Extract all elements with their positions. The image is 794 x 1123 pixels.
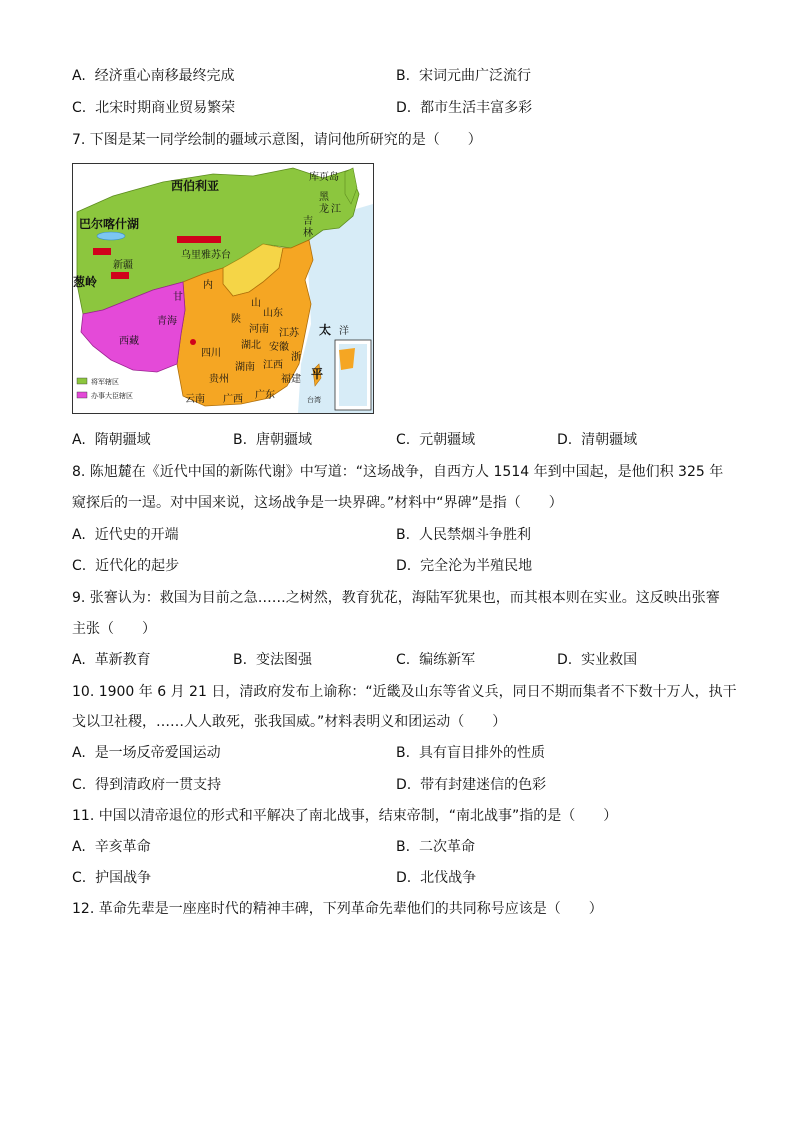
label-yang: 洋 [339,326,349,337]
q11-stem: 11. 中国以清帝退位的形式和平解决了南北战事，结束帝制，“南北战事”指的是（ ） [72,808,618,824]
q10-stem-line1: 10. 1900 年 6 月 21 日，清政府发布上谕称：“近畿及山东等省义兵，同日不期而集者不下数十万人，执干 [72,684,737,700]
label-guizhou: 贵州 [209,374,229,385]
q8-option-a: A. 近代史的开端 [72,527,179,543]
marker-box-2 [93,248,111,255]
label-jiangxi: 江西 [263,360,283,371]
q10-option-b: B. 具有盲目排外的性质 [396,745,545,761]
label-lin: 林 [303,228,313,239]
label-zhe: 浙 [291,352,301,363]
q10-option-d: D. 带有封建迷信的色彩 [396,777,547,793]
label-guangdong: 广东 [255,390,275,401]
q8-option-d: D. 完全沦为半殖民地 [396,558,533,574]
label-jiang: 江 [331,204,341,215]
label-qinghai: 青海 [157,316,177,327]
label-jiangsu: 江苏 [279,328,299,339]
q11-option-c: C. 护国战争 [72,870,152,886]
q6-option-d: D. 都市生活丰富多彩 [396,100,533,116]
label-henan: 河南 [249,324,269,335]
label-nei: 内 [203,280,213,291]
legend-swatch-magenta [77,392,87,398]
label-hunan: 湖南 [235,362,255,373]
q9-option-c: C. 编练新军 [396,652,476,668]
label-kuyedao: 库页岛 [309,172,339,183]
label-anhui: 安徽 [269,342,289,353]
label-xinjiang: 新疆 [113,260,133,271]
q7-option-c: C. 元朝疆域 [396,432,476,448]
legend-swatch-green [77,378,87,384]
marker-dot [190,339,196,345]
label-congling: 葱岭 [73,275,98,289]
label-baerkashihu: 巴尔喀什湖 [79,217,140,231]
label-xizang: 西藏 [119,336,139,347]
q10-option-a: A. 是一场反帝爱国运动 [72,745,221,761]
q8-option-c: C. 近代化的起步 [72,558,180,574]
q7-option-b: B. 唐朝疆域 [233,432,312,448]
label-gan: 甘 [173,292,183,303]
legend-label-green: 将军辖区 [91,378,119,386]
label-shandong: 山东 [263,308,283,319]
q11-option-d: D. 北伐战争 [396,870,477,886]
label-wulisutai: 乌里雅苏台 [181,250,231,261]
q10-stem-line2: 戈以卫社稷，……人人敢死，张我国威。”材料表明义和团运动（ ） [72,714,507,730]
q9-option-b: B. 变法图强 [233,652,312,668]
marker-box-3 [111,272,129,279]
label-yunnan: 云南 [185,394,205,405]
q6-option-a: A. 经济重心南移最终完成 [72,68,235,84]
qing-territory-map [72,163,374,414]
q6-option-c: C. 北宋时期商业贸易繁荣 [72,100,236,116]
label-long: 龙 [319,204,329,215]
q11-option-b: B. 二次革命 [396,839,475,855]
label-taiwan: 台湾 [307,396,321,404]
q8-stem-line1: 8. 陈旭麓在《近代中国的新陈代谢》中写道：“这场战争，自西方人 1514 年到中国起，是他们积 325 年 [72,464,724,480]
label-ji: 吉 [303,216,313,227]
q11-option-a: A. 辛亥革命 [72,839,151,855]
q10-option-c: C. 得到清政府一贯支持 [72,777,222,793]
q6-option-b: B. 宋词元曲广泛流行 [396,68,531,84]
q7-option-a: A. 隋朝疆域 [72,432,151,448]
q12-stem: 12. 革命先辈是一座座时代的精神丰碑，下列革命先辈他们的共同称号应该是（ ） [72,901,603,917]
label-tai: 太 [319,323,332,337]
label-shan: 陕 [231,314,241,325]
q9-stem-line2: 主张（ ） [72,621,156,637]
label-sichuan: 四川 [201,348,221,359]
q7-option-d: D. 清朝疆域 [557,432,638,448]
label-guangxi: 广西 [223,394,243,405]
q9-option-a: A. 革新教育 [72,652,151,668]
label-xiboliya: 西伯利亚 [171,179,220,193]
q8-option-b: B. 人民禁烟斗争胜利 [396,527,531,543]
marker-box-1 [177,236,221,243]
q8-stem-line2: 窥探后的一逞。对中国来说，这场战争是一块界碑。”材料中“界碑”是指（ ） [72,495,563,511]
legend-label-magenta: 办事大臣辖区 [91,392,133,400]
q9-option-d: D. 实业救国 [557,652,638,668]
label-shanxi: 山 [251,298,261,309]
label-hei: 黑 [319,192,329,203]
q7-stem: 7. 下图是某一同学绘制的疆域示意图，请问他所研究的是（ ） [72,132,482,148]
q9-stem-line1: 9. 张謇认为：救国为目前之急……之树然，教育犹花，海陆军犹果也，而其根本则在实业。这反映出张謇 [72,590,720,606]
lake-balkhash [97,232,125,240]
label-ping: 平 [311,367,324,381]
label-fujian: 福建 [281,374,301,385]
label-hubei: 湖北 [241,340,261,351]
